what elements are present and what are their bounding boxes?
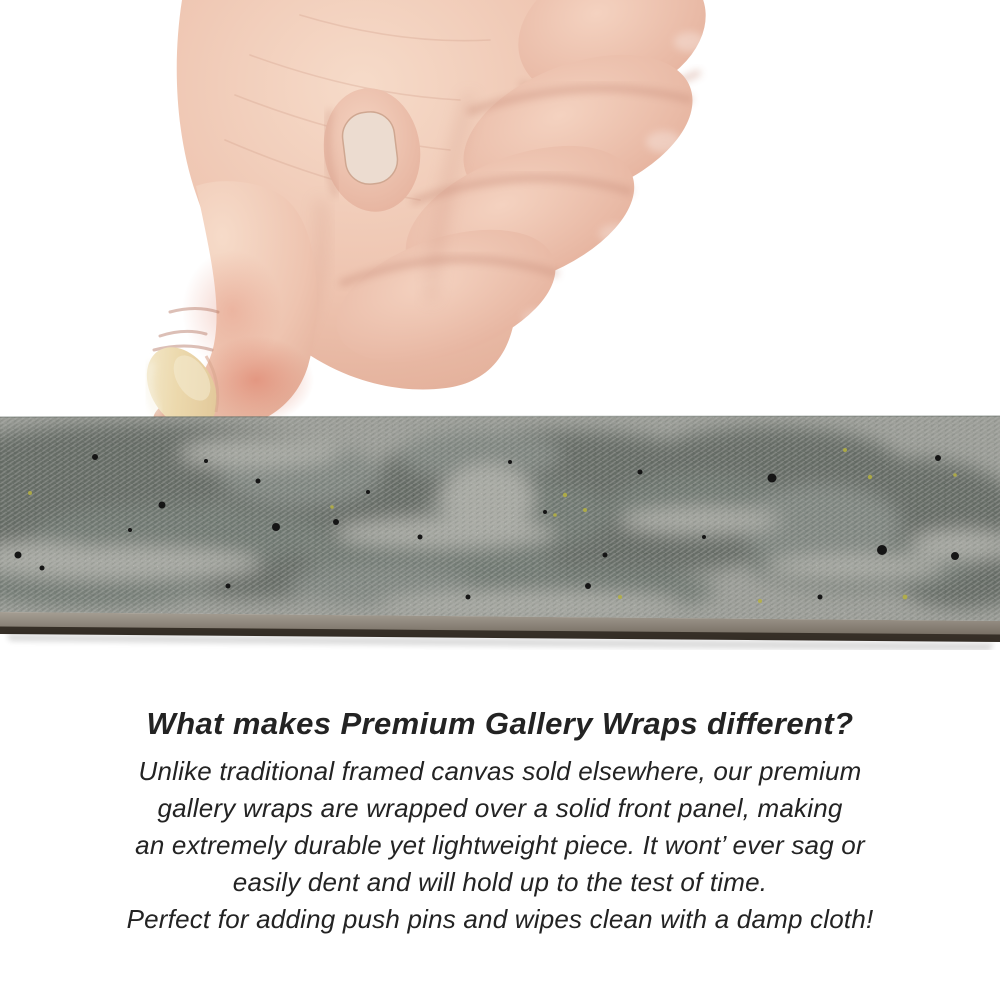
copy-line-3: an extremely durable yet lightweight piece. It wont’ ever sag or [135, 830, 865, 860]
canvas-strip-photo [0, 415, 1000, 650]
copy-heading: What makes Premium Gallery Wraps different? [146, 706, 854, 741]
thumb [132, 181, 317, 432]
marketing-copy [0, 706, 1000, 938]
copy-line-5: Perfect for adding push pins and wipes clean with a damp cloth! [126, 904, 874, 934]
copy-line-2: gallery wraps are wrapped over a solid front panel, making [157, 793, 843, 823]
hand-photo [0, 0, 1000, 432]
copy-line-4: easily dent and will hold up to the test of time. [232, 867, 768, 897]
copy-line-1: Unlike traditional framed canvas sold elsewhere, our premium [138, 756, 862, 786]
